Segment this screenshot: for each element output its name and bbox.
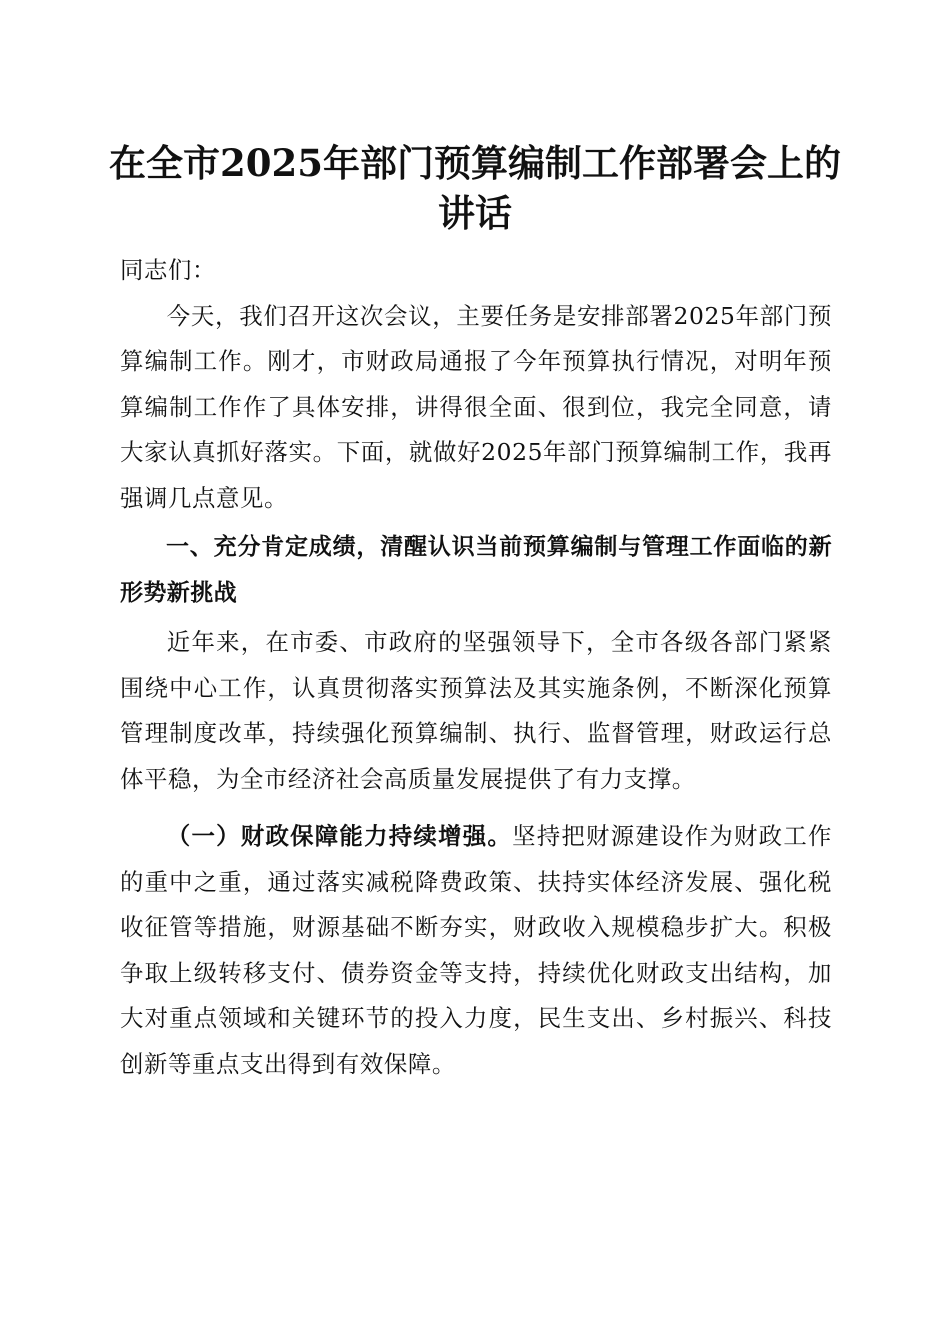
document-body [120, 248, 832, 1087]
greeting: 同志们： [120, 256, 216, 284]
subsection-1-heading: （一）财政保障能力持续增强。 [166, 822, 513, 850]
title-line-2: 讲话 [438, 191, 512, 235]
section-1-heading: 一、充分肯定成绩，清醒认识当前预算编制与管理工作面临的新形势新挑战 [120, 534, 832, 606]
subsection-1-paragraph [120, 814, 832, 1087]
document-title [100, 138, 850, 238]
subsection-1-body: 坚持把财源建设作为财政工作的重中之重，通过落实减税降费政策、扶持实体经济发展、强化税收征管等措施，财源基础不断夯实，财政收入规模稳步扩大。积极争取上级转移支付、债券资金等支持，持续优化财政支出结构，加大对重点领域和关键环节的投入力度，民生支出、乡村振兴、科技创新等重点支出得到有效保障。 [120, 822, 832, 1078]
title-line-1: 在全市2025年部门预算编制工作部署会上的 [109, 141, 841, 185]
intro-paragraph: 今天，我们召开这次会议，主要任务是安排部署2025年部门预算编制工作。刚才，市财政局通报了今年预算执行情况，对明年预算编制工作作了具体安排，讲得很全面、很到位，我完全同意，请大家认真抓好落实。下面，就做好2025年部门预算编制工作，我再强调几点意见。 [120, 301, 832, 512]
section-1-paragraph: 近年来，在市委、市政府的坚强领导下，全市各级各部门紧紧围绕中心工作，认真贯彻落实预算法及其实施条例，不断深化预算管理制度改革，持续强化预算编制、执行、监督管理，财政运行总体平稳，为全市经济社会高质量发展提供了有力支撑。 [120, 628, 832, 793]
